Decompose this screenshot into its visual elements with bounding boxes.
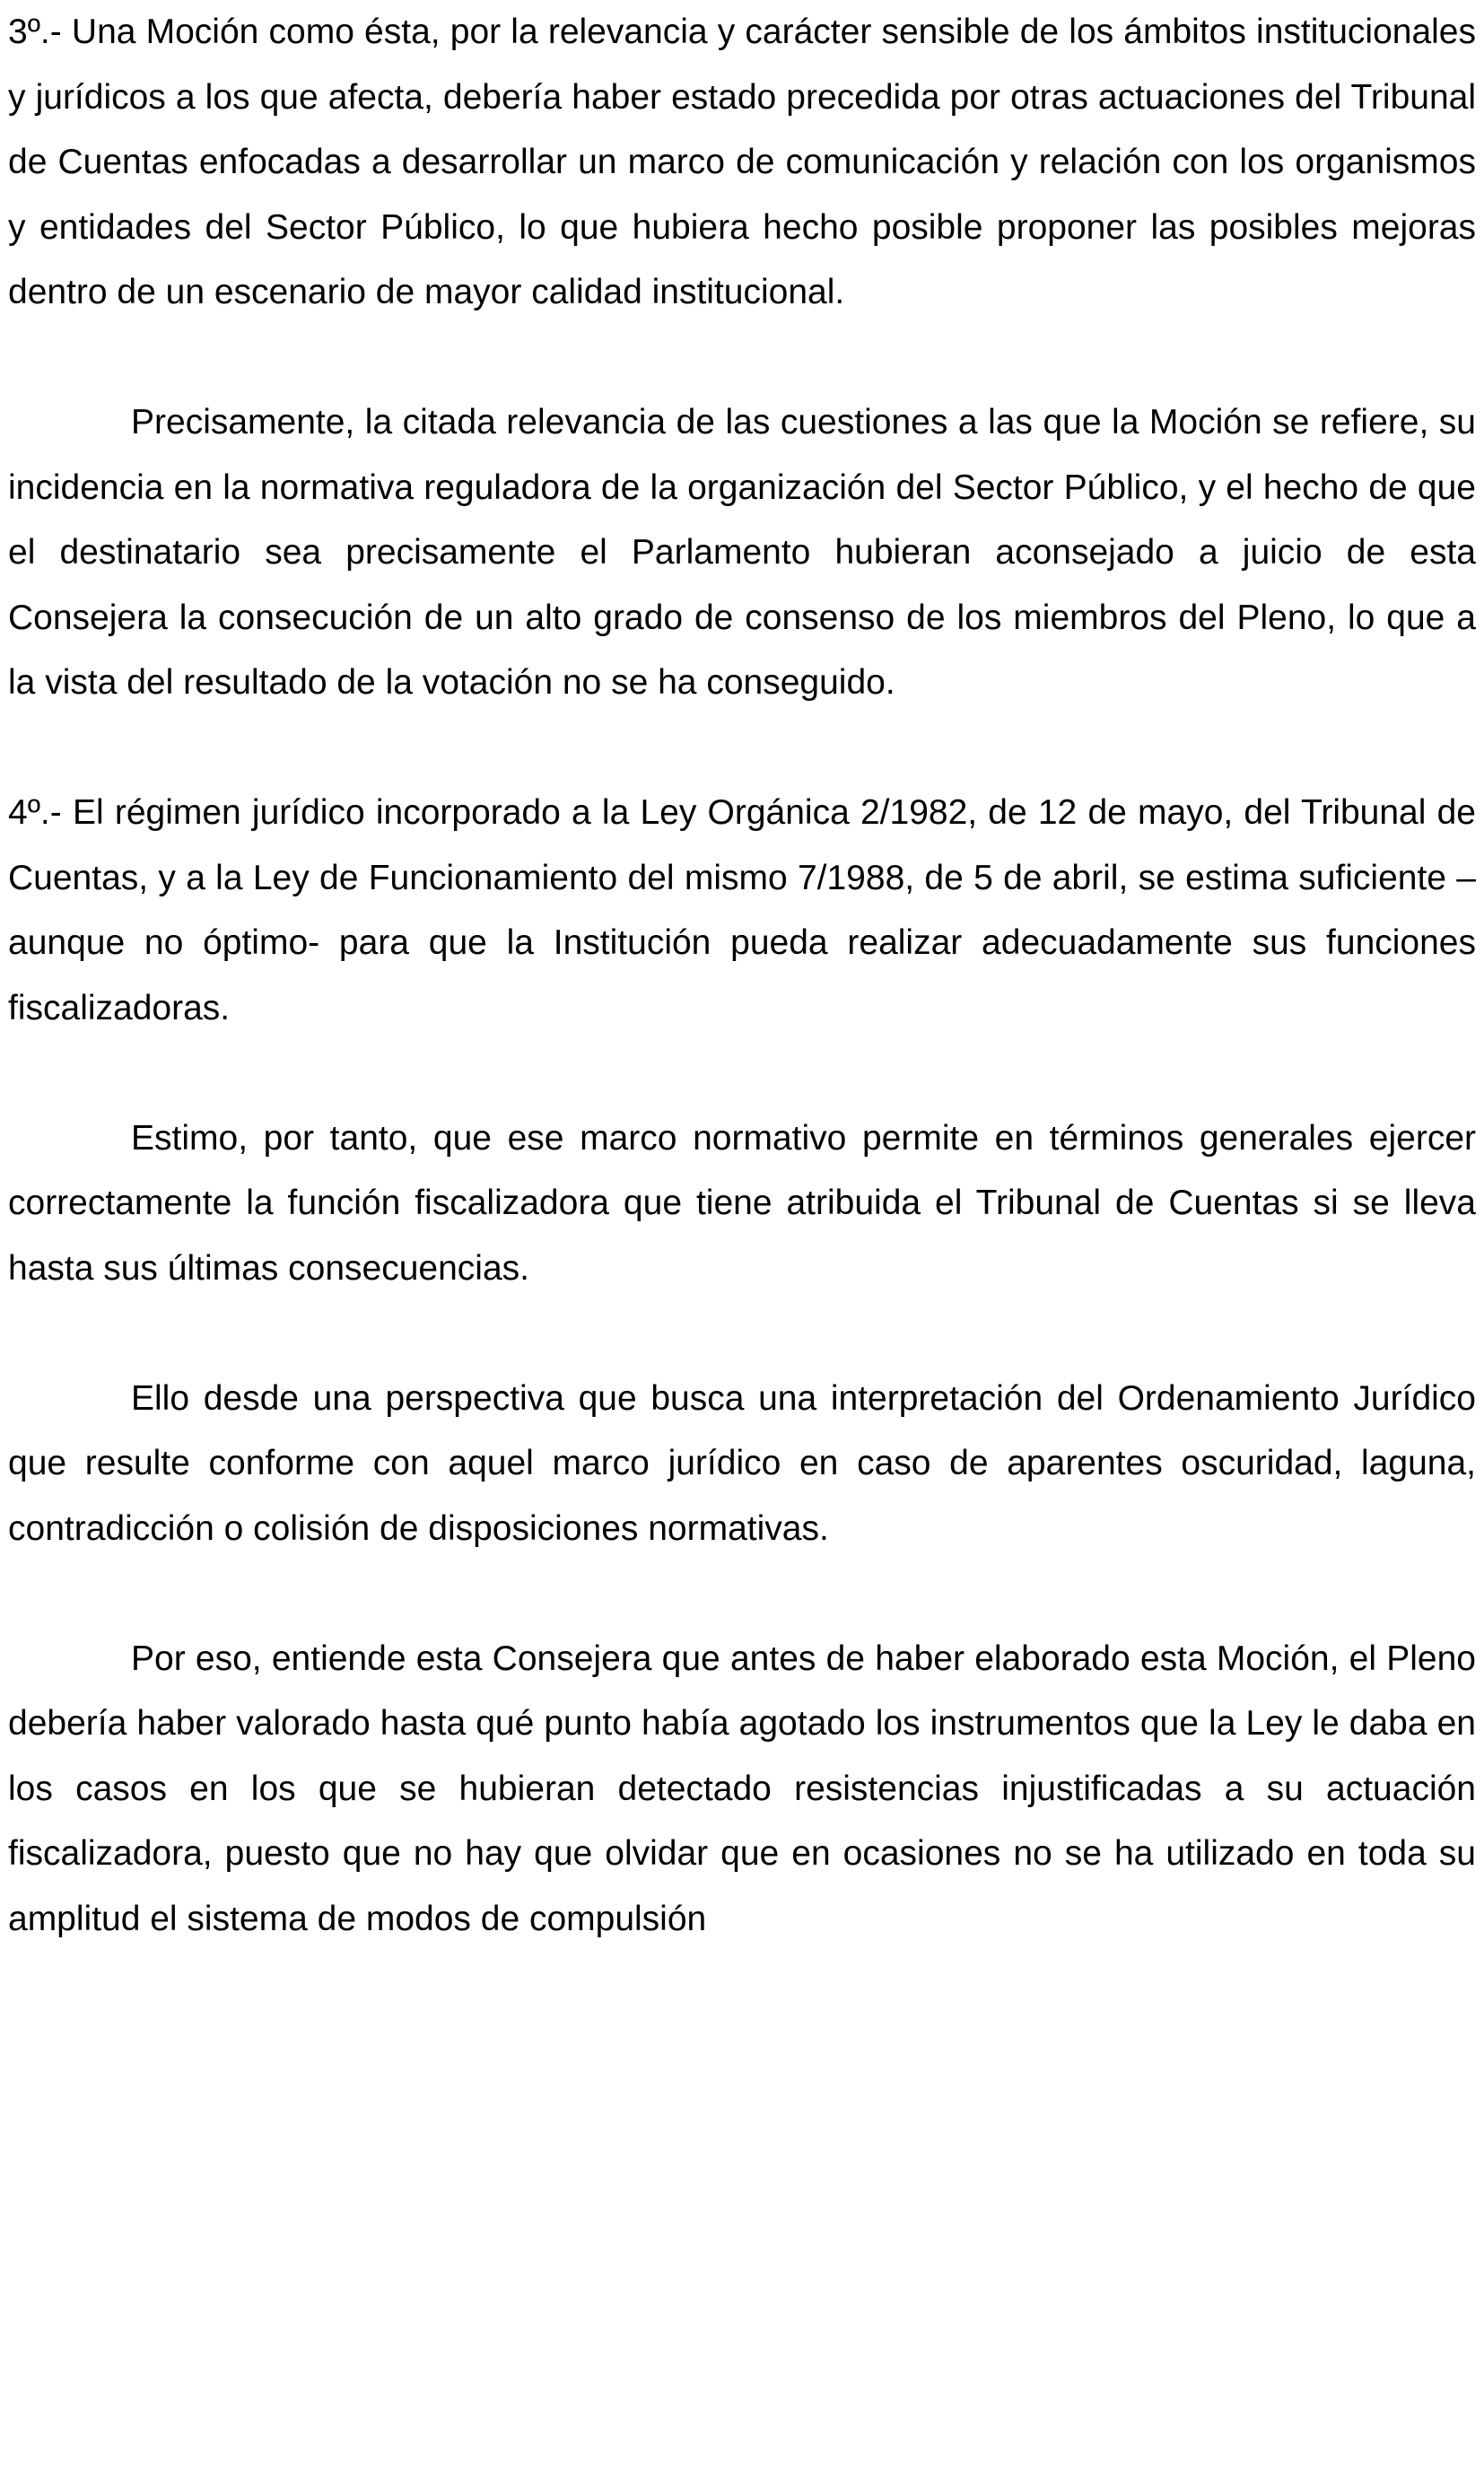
paragraph-point-3: 3º.- Una Moción como ésta, por la relevancia y carácter sensible de los ámbitos institucionales y jurídicos a los que afecta, debería haber estado precedida por otras actuaciones del Tribunal de Cuentas enfocadas a desarrollar un marco de comunicación y relación con los organismos y entidades del Sector Público, lo que hubiera hecho posible proponer las posibles mejoras dentro de un escenario de mayor calidad institucional. — [8, 13, 1476, 311]
paragraph-interpretation: Ello desde una perspectiva que busca una interpretación del Ordenamiento Jurídico que resulte conforme con aquel marco jurídico en caso de aparentes oscuridad, laguna, contradicción o colisión de disposiciones normativas. — [8, 1378, 1476, 1548]
paragraph-relevance: Precisamente, la citada relevancia de las cuestiones a las que la Moción se refiere, su incidencia en la normativa reguladora de la organización del Sector Público, y el hecho de que el destinatario sea precisamente el Parlamento hubieran aconsejado a juicio de esta Consejera la consecución de un alto grado de consenso de los miembros del Pleno, lo que a la vista del resultado de la votación no se ha conseguido. — [8, 403, 1476, 702]
paragraph-point-4: 4º.- El régimen jurídico incorporado a la Ley Orgánica 2/1982, de 12 de mayo, del Tribunal de Cuentas, y a la Ley de Funcionamiento del mismo 7/1988, de 5 de abril, se estima suficiente –aunque no óptimo- para que la Institución pueda realizar adecuadamente sus funciones fiscalizadoras. — [8, 793, 1476, 1027]
paragraph-normative-framework: Estimo, por tanto, que ese marco normativo permite en términos generales ejercer correctamente la función fiscalizadora que tiene atribuida el Tribunal de Cuentas si se lleva hasta sus últimas consecuencias. — [8, 1118, 1476, 1288]
paragraph-compulsion: Por eso, entiende esta Consejera que antes de haber elaborado esta Moción, el Pleno debería haber valorado hasta qué punto había agotado los instrumentos que la Ley le daba en los casos en los que se hubieran detectado resistencias injustificadas a su actuación fiscalizadora, puesto que no hay que olvidar que en ocasiones no se ha utilizado en toda su amplitud el sistema de modos de compulsión — [8, 1639, 1476, 1938]
document-body — [8, 0, 1476, 1952]
